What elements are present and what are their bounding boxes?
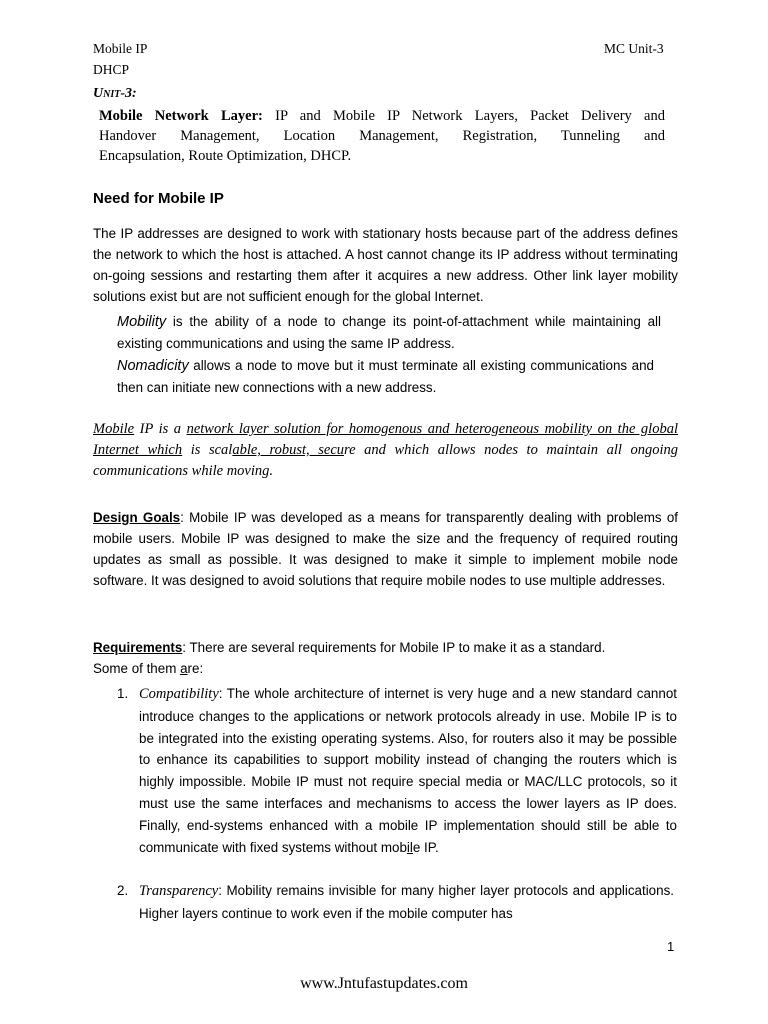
definition-part-5: able, robust, secu [232, 442, 345, 458]
unit-topic-label: Mobile Network Layer: [99, 108, 263, 124]
requirements-text-2a: Some of them [93, 661, 181, 676]
requirement-text-2a: : Mobility remains invisible for many higher layer protocols and applications. Higher layers continue to work even if the mobile computer has [139, 883, 674, 921]
requirements-label: Requirements [93, 640, 183, 655]
definition-part-6: re and which allows nodes to maintain all ongoing communications while moving. [93, 442, 678, 479]
requirement-item-1 [139, 683, 677, 858]
unit-topic-line3: Encapsulation, Route Optimization, DHCP. [99, 148, 352, 164]
requirements-intro [93, 637, 678, 679]
nomadicity-definition [117, 355, 654, 399]
requirement-term-2: Transparency [139, 883, 219, 899]
requirement-term-1: Compatibility [139, 686, 219, 702]
footer-url: www.Jntufastupdates.com [300, 975, 468, 992]
mobility-definition [117, 311, 661, 355]
mobile-ip-definition [93, 419, 678, 482]
nomadicity-text: allows a node to move but it must terminate all existing communications and then can initiate new connections with a new address. [117, 358, 654, 395]
requirements-text-2b: a [180, 661, 188, 676]
unit-topic-line1: IP and Mobile IP Network Layers, Packet Delivery and [275, 108, 665, 124]
design-goals-paragraph [93, 507, 678, 591]
page-number: 1 [667, 939, 675, 954]
header-left-line1: Mobile IP [93, 41, 148, 56]
requirements-text-1: : There are several requirements for Mobile IP to make it as a standard. [182, 640, 606, 655]
unit-topic-line2: Handover Management, Location Management, Registration, Tunneling and [99, 128, 665, 144]
design-goals-text: : Mobile IP was developed as a means for transparently dealing with problems of mobile users. Mobile IP was designed to make the size and the frequency of required routing updates as small as possible. It was designed to make it simple to implement mobile node software. It was designed to avoid solutions that require mobile nodes to use multiple addresses. [93, 510, 678, 588]
intro-paragraph: The IP addresses are designed to work with stationary hosts because part of the address defines the network to which the host is attached. A host cannot change its IP address without terminating on-going sessions and restarting them after it acquires a new address. Other link layer mobility solutions exist but are not sufficient enough for the global Internet. [93, 226, 678, 304]
mobility-term: Mobility [117, 314, 167, 330]
requirement-number-1: 1. [117, 686, 129, 701]
unit-label: Unit-3: [93, 86, 137, 101]
requirement-text-1b: il [406, 839, 413, 855]
definition-part-4: is scal [182, 442, 233, 458]
mobility-text: is the ability of a node to change its point-of-attachment while maintaining all existing communications and using the same IP address. [117, 314, 661, 351]
section-title: Need for Mobile IP [93, 190, 224, 207]
requirement-text-1a: : The whole architecture of internet is very huge and a new standard cannot introduce changes to the applications or network protocols already in use. Mobile IP is to be integrated into the existing operating systems. Also, for routers also it may be possible to enhance its capabilities to support mobility instead of changing the routers which is highly impossible. Mobile IP must not require special media or MAC/LLC protocols, so it must use the same interfaces and mechanisms to access the lower layers as IP does. Finally, end-systems enhanced with a mobile IP implementation should still be able to communicate with fixed systems without mob [139, 686, 677, 855]
nomadicity-term: Nomadicity [117, 358, 189, 374]
definition-part-3: network layer solution for homogenous and heterogeneous mobility on the global Internet which [93, 421, 678, 458]
definition-part-1: Mobile [93, 421, 135, 437]
requirements-text-2c: re: [187, 661, 204, 676]
requirement-number-2: 2. [117, 883, 129, 898]
design-goals-label: Design Goals [93, 510, 181, 525]
requirement-item-2 [139, 880, 674, 925]
unit-topic [99, 106, 665, 166]
header-right: MC Unit-3 [604, 41, 664, 56]
definition-part-2: IP is a [134, 421, 187, 437]
requirement-text-1c: e IP. [412, 839, 439, 855]
header-left-line2: DHCP [93, 62, 130, 77]
